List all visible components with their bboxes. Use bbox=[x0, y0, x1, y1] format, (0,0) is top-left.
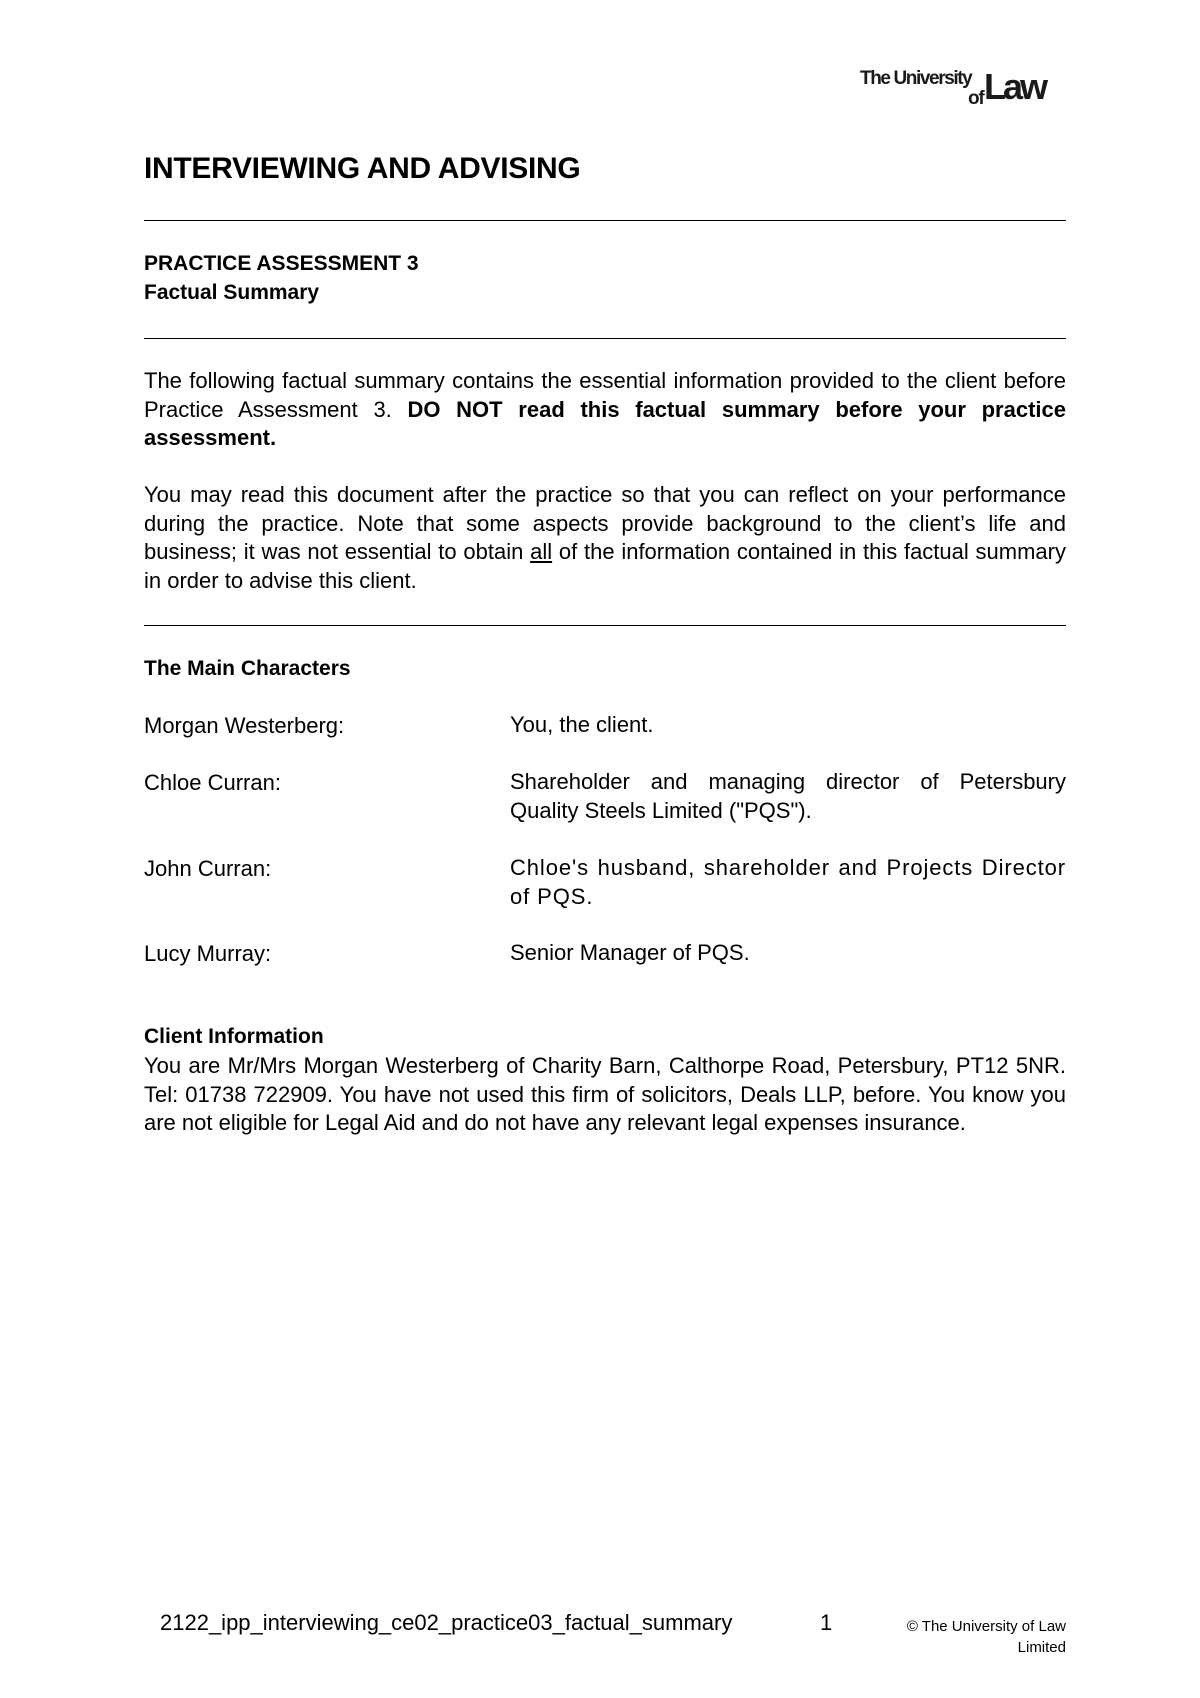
intro-underlined-word: all bbox=[530, 539, 553, 564]
footer-copyright bbox=[880, 1616, 1066, 1658]
intro-paragraph-1 bbox=[144, 367, 1066, 453]
characters-heading: The Main Characters bbox=[144, 657, 351, 680]
university-of-law-logo bbox=[858, 62, 1068, 112]
intro-text-before: You may read this document after the practice so that you can reflect on your performance during the practice. Note that some aspects provide background to the client’s life and business; it was not essential to obtain bbox=[144, 482, 1066, 564]
logo-text-of: of bbox=[968, 88, 984, 109]
divider bbox=[144, 338, 1066, 339]
intro-text: The following factual summary contains the essential information provided to the client before Practice Assessment 3. bbox=[144, 368, 1066, 422]
intro-text-after: of the information contained in this factual summary in order to advise this client. bbox=[144, 539, 1066, 593]
character-role: Chloe's husband, shareholder and Projects Director of PQS. bbox=[510, 855, 1066, 909]
character-name: Morgan Westerberg: bbox=[144, 713, 345, 738]
intro-warning: DO NOT read this factual summary before your practice assessment. bbox=[144, 396, 1066, 450]
assessment-subheading: Factual Summary bbox=[144, 281, 320, 304]
character-name: John Curran: bbox=[144, 856, 272, 881]
character-role: Senior Manager of PQS. bbox=[510, 940, 750, 965]
logo-text-the-university: The University bbox=[860, 68, 972, 89]
client-info-heading: Client Information bbox=[144, 1025, 324, 1048]
footer-filename: 2122_ipp_interviewing_ce02_practice03_factual_summary bbox=[160, 1610, 733, 1635]
intro-paragraph-2 bbox=[144, 481, 1066, 595]
logo-text-law: Law bbox=[984, 66, 1046, 107]
footer-page-number: 1 bbox=[820, 1610, 833, 1635]
divider bbox=[144, 625, 1066, 626]
copyright-line: © The University of Law bbox=[906, 1618, 1066, 1635]
document-title: INTERVIEWING AND ADVISING bbox=[144, 152, 581, 185]
character-name: Lucy Murray: bbox=[144, 941, 272, 966]
character-role: Shareholder and managing director of Petersbury Quality Steels Limited ("PQS"). bbox=[510, 769, 1066, 823]
copyright-line: Limited bbox=[1017, 1639, 1066, 1656]
character-role: You, the client. bbox=[510, 712, 654, 737]
character-name: Chloe Curran: bbox=[144, 770, 281, 795]
divider bbox=[144, 220, 1066, 221]
client-info-paragraph: You are Mr/Mrs Morgan Westerberg of Charity Barn, Calthorpe Road, Petersbury, PT12 5NR. Tel: 01738 722909. You have not used this firm of solicitors, Deals LLP, before. You know you are not eligible for Legal Aid and do not have any relevant legal expenses insurance. bbox=[144, 1053, 1066, 1135]
assessment-heading: PRACTICE ASSESSMENT 3 bbox=[144, 252, 419, 275]
